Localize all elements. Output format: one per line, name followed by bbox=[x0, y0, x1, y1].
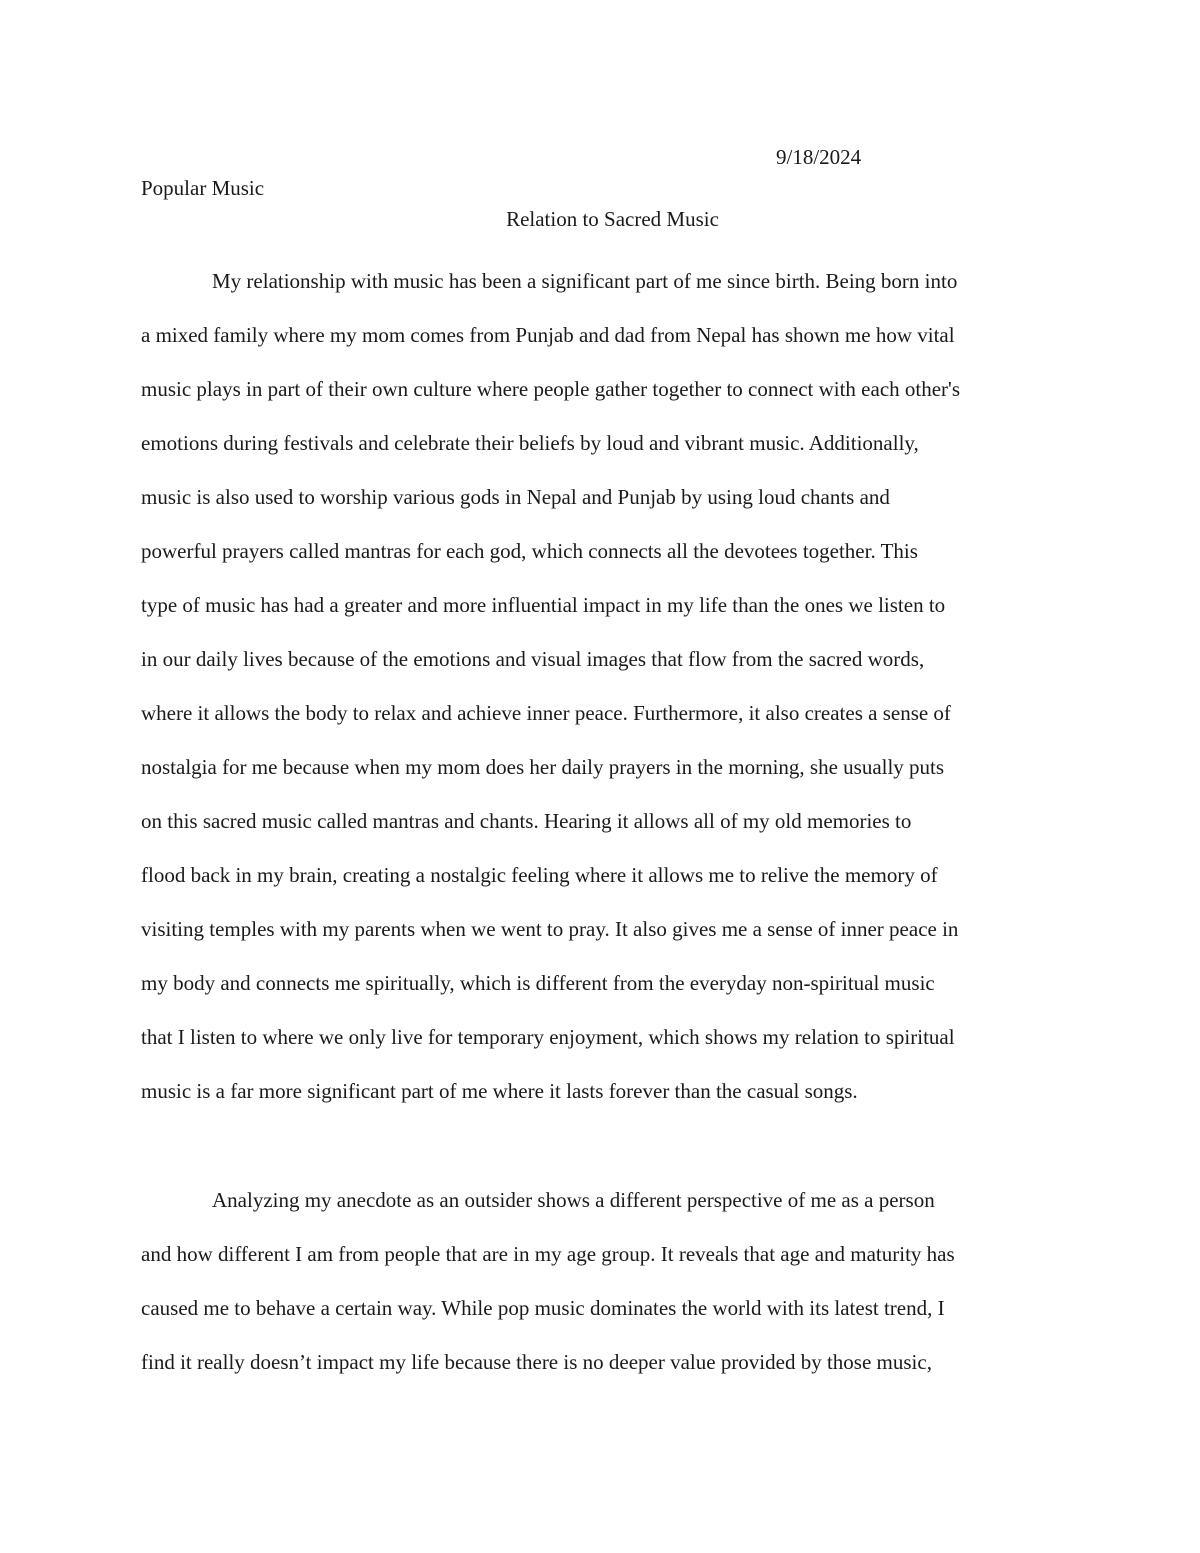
text-line: music is a far more significant part of me where it lasts forever than the casual songs. bbox=[141, 1079, 858, 1103]
text-line: on this sacred music called mantras and chants. Hearing it allows all of my old memories to bbox=[141, 809, 912, 833]
text-line: a mixed family where my mom comes from Punjab and dad from Nepal has shown me how vital bbox=[141, 323, 955, 347]
text-line: Analyzing my anecdote as an outsider shows a different perspective of me as a person bbox=[212, 1188, 935, 1212]
text-line: where it allows the body to relax and achieve inner peace. Furthermore, it also creates a sense of bbox=[141, 701, 951, 725]
text-line: find it really doesn’t impact my life because there is no deeper value provided by those music, bbox=[141, 1350, 932, 1374]
text-line: flood back in my brain, creating a nostalgic feeling where it allows me to relive the memory of bbox=[141, 863, 938, 887]
course-name: Popular Music bbox=[141, 176, 265, 200]
text-line: nostalgia for me because when my mom does her daily prayers in the morning, she usually puts bbox=[141, 755, 945, 779]
text-line: type of music has had a greater and more influential impact in my life than the ones we listen to bbox=[141, 593, 946, 617]
text-line: my body and connects me spiritually, which is different from the everyday non-spiritual music bbox=[141, 971, 935, 995]
text-line: and how different I am from people that are in my age group. It reveals that age and maturity has bbox=[141, 1242, 955, 1266]
text-line: emotions during festivals and celebrate their beliefs by loud and vibrant music. Additionally, bbox=[141, 431, 919, 455]
text-line: visiting temples with my parents when we went to pray. It also gives me a sense of inner peace in bbox=[141, 917, 959, 941]
text-line: that I listen to where we only live for temporary enjoyment, which shows my relation to spiritual bbox=[141, 1025, 955, 1049]
essay-title: Relation to Sacred Music bbox=[506, 207, 719, 231]
text-line: powerful prayers called mantras for each god, which connects all the devotees together. This bbox=[141, 539, 918, 563]
document-date: 9/18/2024 bbox=[776, 145, 862, 169]
text-line: in our daily lives because of the emotions and visual images that flow from the sacred words, bbox=[141, 647, 925, 671]
text-line: caused me to behave a certain way. While pop music dominates the world with its latest trend, I bbox=[141, 1296, 945, 1320]
text-line: My relationship with music has been a significant part of me since birth. Being born into bbox=[212, 269, 958, 293]
text-line: music is also used to worship various gods in Nepal and Punjab by using loud chants and bbox=[141, 485, 890, 509]
text-line: music plays in part of their own culture where people gather together to connect with each other's bbox=[141, 377, 960, 401]
